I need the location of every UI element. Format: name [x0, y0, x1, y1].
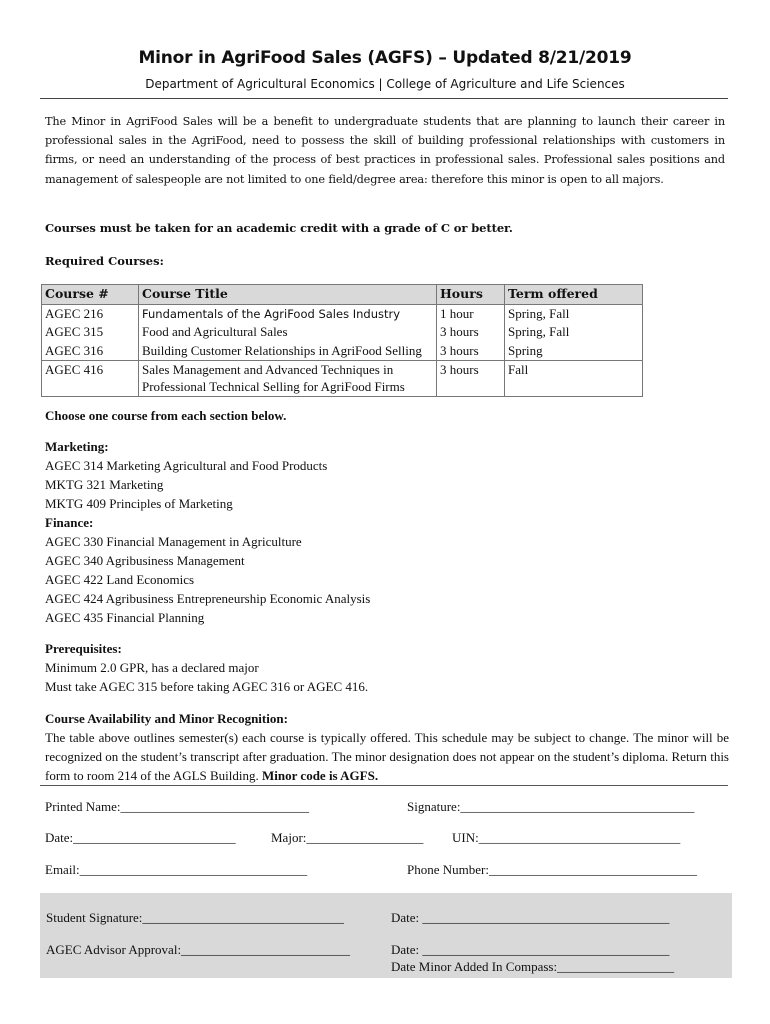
list-item: MKTG 321 Marketing [45, 477, 164, 492]
list-item: Must take AGEC 315 before taking AGEC 316 or AGEC 416. [45, 679, 369, 694]
compass-date-field[interactable]: Date Minor Added In Compass:__________________ [391, 959, 675, 974]
course-hours: 3 hours [437, 361, 505, 397]
marketing-section [45, 437, 370, 627]
grade-requirement-note: Courses must be taken for an academic credit with a grade of C or better. [45, 221, 513, 235]
column-header: Course Title [139, 285, 437, 305]
course-hours: 3 hours [437, 323, 505, 342]
course-title: Sales Management and Advanced Techniques in Professional Technical Selling for AgriFood Firms [139, 361, 437, 397]
table-row [42, 361, 643, 397]
availability-section [45, 709, 729, 785]
uin-field[interactable]: UIN:_______________________________ [452, 830, 681, 845]
course-hours: 1 hour [437, 304, 505, 323]
department-subtitle: Department of Agricultural Economics | College of Agriculture and Life Sciences [145, 77, 625, 91]
finance-heading: Finance: [45, 515, 94, 530]
email-field[interactable]: Email:___________________________________ [45, 862, 308, 877]
table-row [42, 304, 643, 323]
list-item: AGEC 340 Agribusiness Management [45, 553, 245, 568]
table-header-row [42, 285, 643, 305]
column-header: Course # [42, 285, 139, 305]
list-item: AGEC 424 Agribusiness Entrepreneurship Economic Analysis [45, 591, 371, 606]
marketing-heading: Marketing: [45, 439, 109, 454]
signature-field[interactable]: Signature:____________________________________ [407, 799, 695, 814]
prerequisites-heading: Prerequisites: [45, 641, 122, 656]
student-signature-field[interactable]: Student Signature:_______________________________ [46, 910, 344, 925]
prerequisites-section [45, 639, 368, 696]
advisor-approval-field[interactable]: AGEC Advisor Approval:__________________________ [46, 942, 351, 957]
list-item: AGEC 422 Land Economics [45, 572, 195, 587]
table-row [42, 323, 643, 342]
course-title: Fundamentals of the AgriFood Sales Industry [139, 304, 437, 323]
course-term: Spring, Fall [505, 323, 643, 342]
course-term: Spring, Fall [505, 304, 643, 323]
column-header: Hours [437, 285, 505, 305]
printed-name-field[interactable]: Printed Name:_____________________________ [45, 799, 309, 814]
required-courses-heading: Required Courses: [45, 254, 164, 268]
course-number: AGEC 416 [42, 361, 139, 397]
choose-instruction: Choose one course from each section below. [45, 408, 287, 423]
column-header: Term offered [505, 285, 643, 305]
header-divider [40, 98, 728, 99]
phone-number-field[interactable]: Phone Number:________________________________ [407, 862, 697, 877]
course-term: Fall [505, 361, 643, 397]
availability-text: The table above outlines semester(s) each course is typically offered. This schedule may be subject to change. The minor will be recognized on the student’s transcript after graduation. The minor designation does not appear on the student’s diploma. Return this form to room 214 of the AGLS Building. [45, 730, 729, 783]
intro-paragraph: The Minor in AgriFood Sales will be a benefit to undergraduate students that are planning to launch their career in professional sales in the AgriFood, need to possess the skill of building professional relationships with customers in firms, or need an understanding of the process of best practices in professional sales. Professional sales positions and management of salespeople are not limited to one field/degree area: therefore this minor is open to all majors. [45, 115, 725, 186]
course-hours: 3 hours [437, 342, 505, 361]
minor-code: Minor code is AGFS. [262, 768, 379, 783]
list-item: MKTG 409 Principles of Marketing [45, 496, 233, 511]
course-title: Building Customer Relationships in AgriFood Selling [139, 342, 437, 361]
student-date-field[interactable]: Date: ______________________________________ [391, 910, 670, 925]
list-item: AGEC 435 Financial Planning [45, 610, 205, 625]
course-number: AGEC 216 [42, 304, 139, 323]
date-field[interactable]: Date:_________________________ [45, 830, 236, 845]
course-title: Food and Agricultural Sales [139, 323, 437, 342]
required-courses-table [41, 284, 643, 397]
list-item: AGEC 330 Financial Management in Agriculture [45, 534, 302, 549]
table-row [42, 342, 643, 361]
availability-heading: Course Availability and Minor Recognition: [45, 711, 288, 726]
major-field[interactable]: Major:__________________ [271, 830, 424, 845]
page-title: Minor in AgriFood Sales (AGFS) – Updated 8/21/2019 [138, 48, 632, 68]
advisor-date-field[interactable]: Date: ______________________________________ [391, 942, 670, 957]
list-item: Minimum 2.0 GPR, has a declared major [45, 660, 259, 675]
course-number: AGEC 315 [42, 323, 139, 342]
form-divider [40, 785, 728, 786]
course-term: Spring [505, 342, 643, 361]
list-item: AGEC 314 Marketing Agricultural and Food Products [45, 458, 328, 473]
course-number: AGEC 316 [42, 342, 139, 361]
